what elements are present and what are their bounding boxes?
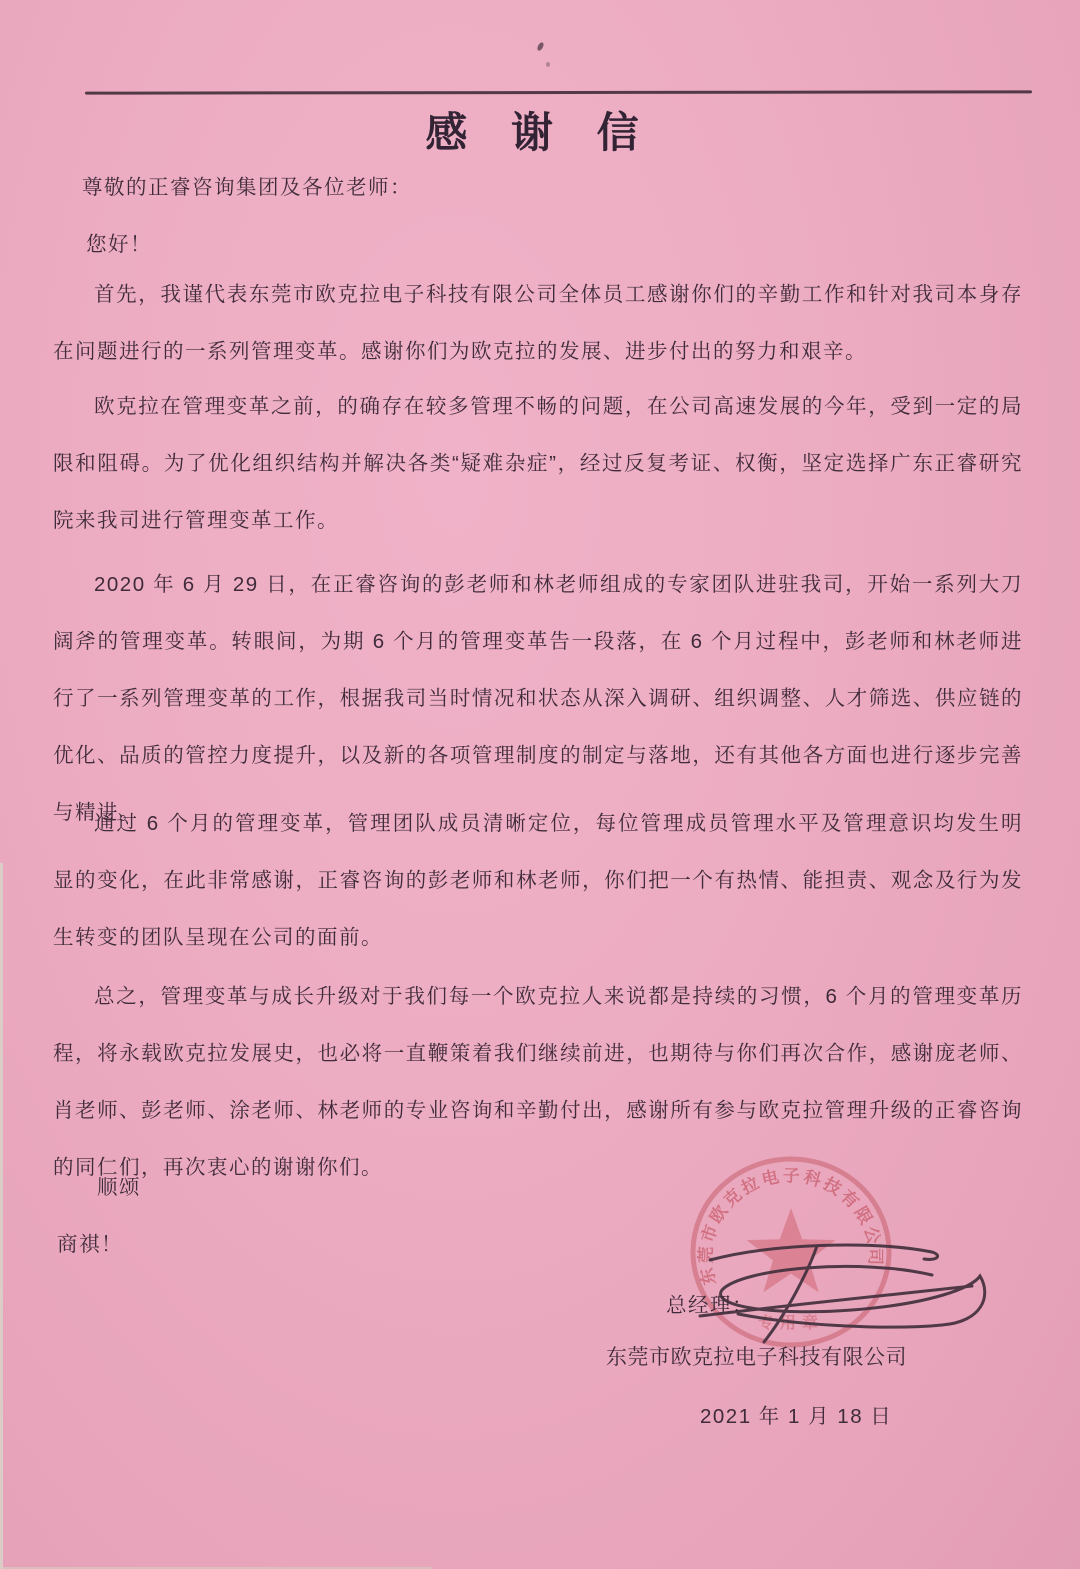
paper-edge	[0, 863, 3, 1569]
paragraph-project: 2020 年 6 月 29 日，在正睿咨询的彭老师和林老师组成的专家团队进驻我司，开始一系列大刀阔斧的管理变革。转眼间，为期 6 个月的管理变革告一段落，在 6 个月过程中，彭老师和林老师进行了一系列管理变革的工作，根据我司当时情况和状态从深入调研、组织调整、人才筛选、供应链的优化、品质的管控力度提升，以及新的各项管理制度的制定与落地，还有其他各方面也进行逐步完善与精进。	[53, 573, 1023, 824]
paragraph-conclusion: 总之，管理变革与成长升级对于我们每一个欧克拉人来说都是持续的习惯，6 个月的管理变革历程，将永载欧克拉发展史，也必将一直鞭策着我们继续前进，也期待与你们再次合作，感谢庞老师、肖老师、彭老师、涂老师、林老师的专业咨询和辛勤付出，感谢所有参与欧克拉管理升级的正睿咨询的同仁们，再次衷心的谢谢你们。	[53, 985, 1023, 1179]
signature-role-label: 总经理：	[666, 1294, 754, 1317]
stamp-bottom-text: 专用章	[757, 1315, 825, 1332]
paragraph-background: 欧克拉在管理变革之前，的确存在较多管理不畅的问题，在公司高速发展的今年，受到一定的局限和阻碍。为了优化组织结构并解决各类“疑难杂症”，经过反复考证、权衡，坚定选择广东正睿研究院来我司进行管理变革工作。	[53, 395, 1023, 532]
paragraph-results: 通过 6 个月的管理变革，管理团队成员清晰定位，每位管理成员管理水平及管理意识均发生明显的变化，在此非常感谢，正睿咨询的彭老师和林老师，你们把一个有热情、能担责、观念及行为发生转变的团队呈现在公司的面前。	[53, 812, 1023, 949]
paragraph-thanks: 首先，我谨代表东莞市欧克拉电子科技有限公司全体员工感谢你们的辛勤工作和针对我司本身存在问题进行的一系列管理变革。感谢你们为欧克拉的发展、进步付出的努力和艰辛。	[53, 283, 1023, 363]
stamp-arc-text: 东莞市欧克拉电子科技有限公司	[696, 1166, 885, 1287]
greeting: 您好！	[86, 233, 152, 256]
salutation: 尊敬的正睿咨询集团及各位老师：	[82, 176, 412, 199]
ink-speck	[546, 62, 550, 67]
closing-shangqi: 商祺！	[57, 1233, 123, 1256]
letter-title: 感 谢 信	[425, 109, 655, 156]
closing-shunsong: 顺颂	[97, 1176, 141, 1199]
company-name: 东莞市欧克拉电子科技有限公司	[606, 1346, 907, 1369]
letter-date: 2021 年 1 月 18 日	[700, 1405, 893, 1428]
signature-scribble	[680, 1228, 1000, 1353]
